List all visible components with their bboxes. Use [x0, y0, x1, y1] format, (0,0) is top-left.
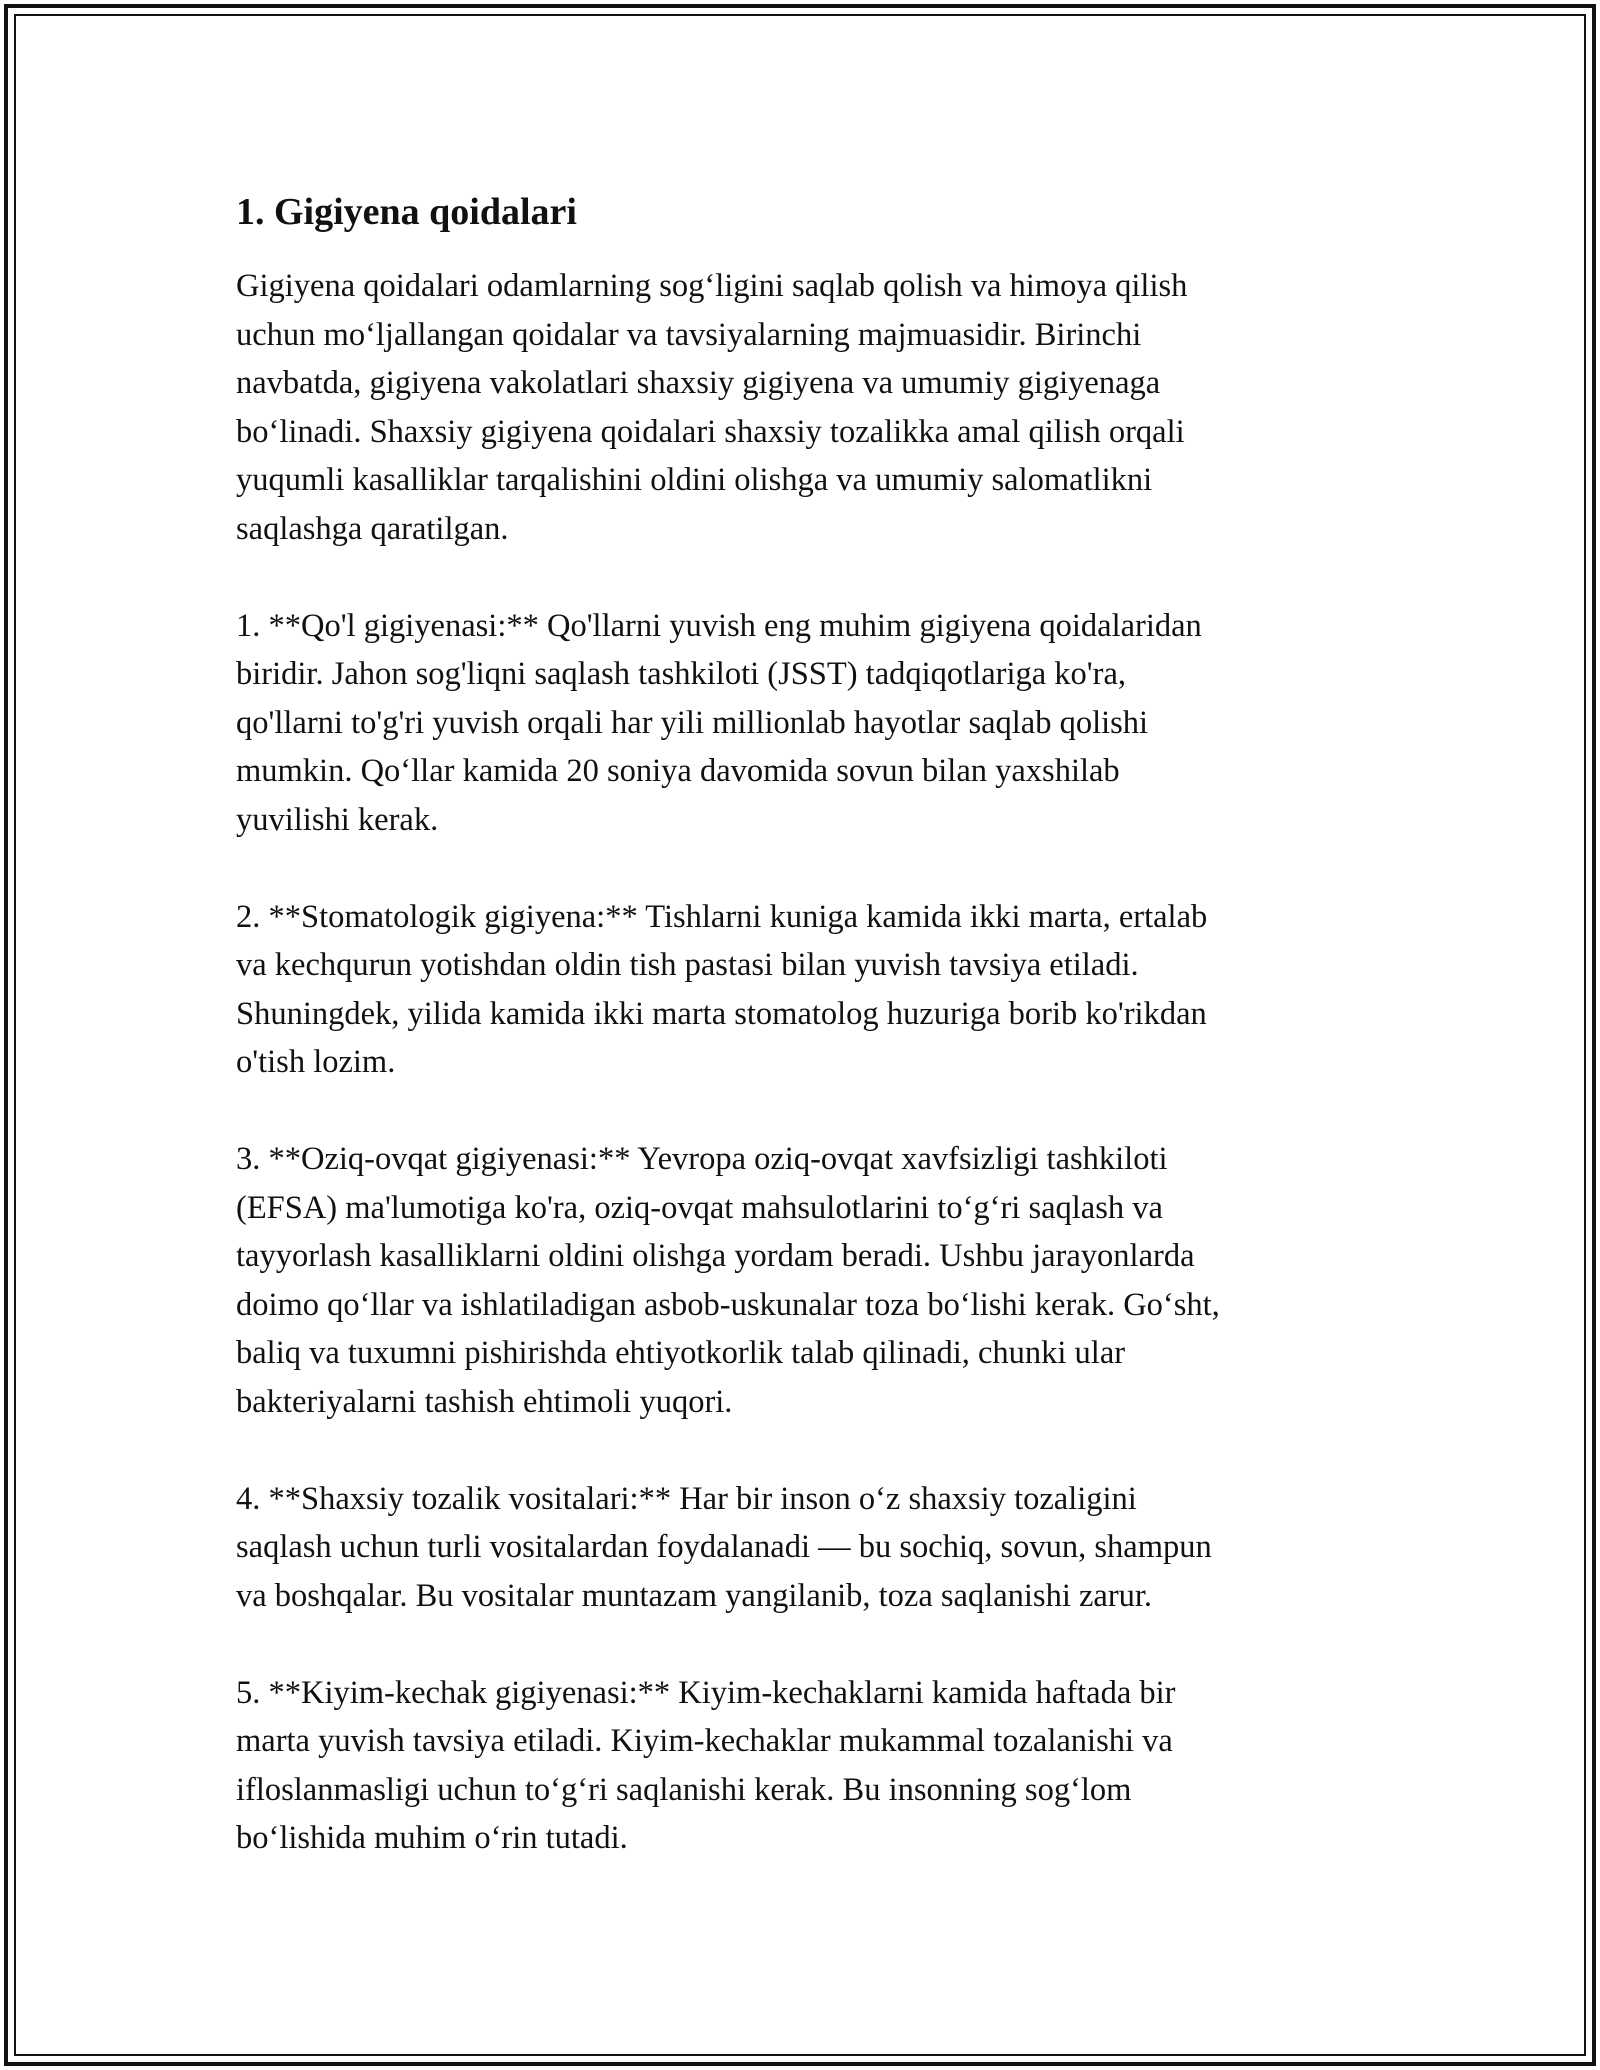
personal-care-paragraph: 4. **Shaxsiy tozalik vositalari:** Har bir inson o‘z shaxsiy tozaligini saqlash uchun turli vositalardan foydalanadi — bu sochiq, sovun, shampun va boshqalar. Bu vositalar muntazam yangilanib, toza saqlanishi zarur. [236, 1480, 1212, 1614]
dental-hygiene-paragraph: 2. **Stomatologik gigiyena:** Tishlarni kuniga kamida ikki marta, ertalab va kechqurun yotishdan oldin tish pastasi bilan yuvish tavsiya etiladi. Shuningdek, yilida kamida ikki marta stomatolog huzuriga borib ko'rikdan o'tish lozim. [236, 898, 1208, 1080]
food-hygiene-paragraph: 3. **Oziq-ovqat gigiyenasi:** Yevropa oziq-ovqat xavfsizligi tashkiloti (EFSA) ma'lumotiga ko'ra, oziq-ovqat mahsulotlarini to‘g‘ri saqlash va tayyorlash kasalliklarni oldini olishga yordam beradi. Ushbu jarayonlarda doimo qo‘llar va ishlatiladigan asbob-uskunalar toza bo‘lishi kerak. Go‘sht, baliq va tuxumni pishirishda ehtiyotkorlik talab qilinadi, chunki ular bakteriyalarni tashish ehtimoli yuqori. [236, 1141, 1220, 1420]
clothing-hygiene-paragraph: 5. **Kiyim-kechak gigiyenasi:** Kiyim-kechaklarni kamida haftada bir marta yuvish tavsiya etiladi. Kiyim-kechaklar mukammal tozalanishi va ifloslanmasligi uchun to‘g‘ri saqlanishi kerak. Bu insonning sog‘lom bo‘lishida muhim o‘rin tutadi. [236, 1674, 1176, 1856]
hand-hygiene-paragraph: 1. **Qo'l gigiyenasi:** Qo'llarni yuvish eng muhim gigiyena qoidalaridan biridir. Jahon sog'liqni saqlash tashkiloti (JSST) tadqiqotlariga ko'ra, qo'llarni to'g'ri yuvish orqali har yili millionlab hayotlar saqlab qolishi mumkin. Qo‘llar kamida 20 soniya davomida sovun bilan yaxshilab yuvilishi kerak. [236, 607, 1202, 838]
section-heading: 1. Gigiyena qoidalari [236, 191, 577, 233]
intro-paragraph: Gigiyena qoidalari odamlarning sog‘ligini saqlab qolish va himoya qilish uchun mo‘ljallangan qoidalar va tavsiyalarning majmuasidir. Birinchi navbatda, gigiyena vakolatlari shaxsiy gigiyena va umumiy gigiyenaga bo‘linadi. Shaxsiy gigiyena qoidalari shaxsiy tozalikka amal qilish orqali yuqumli kasalliklar tarqalishini oldini olishga va umumiy salomatlikni saqlashga qaratilgan. [236, 268, 1188, 547]
document-body [236, 186, 1366, 1911]
